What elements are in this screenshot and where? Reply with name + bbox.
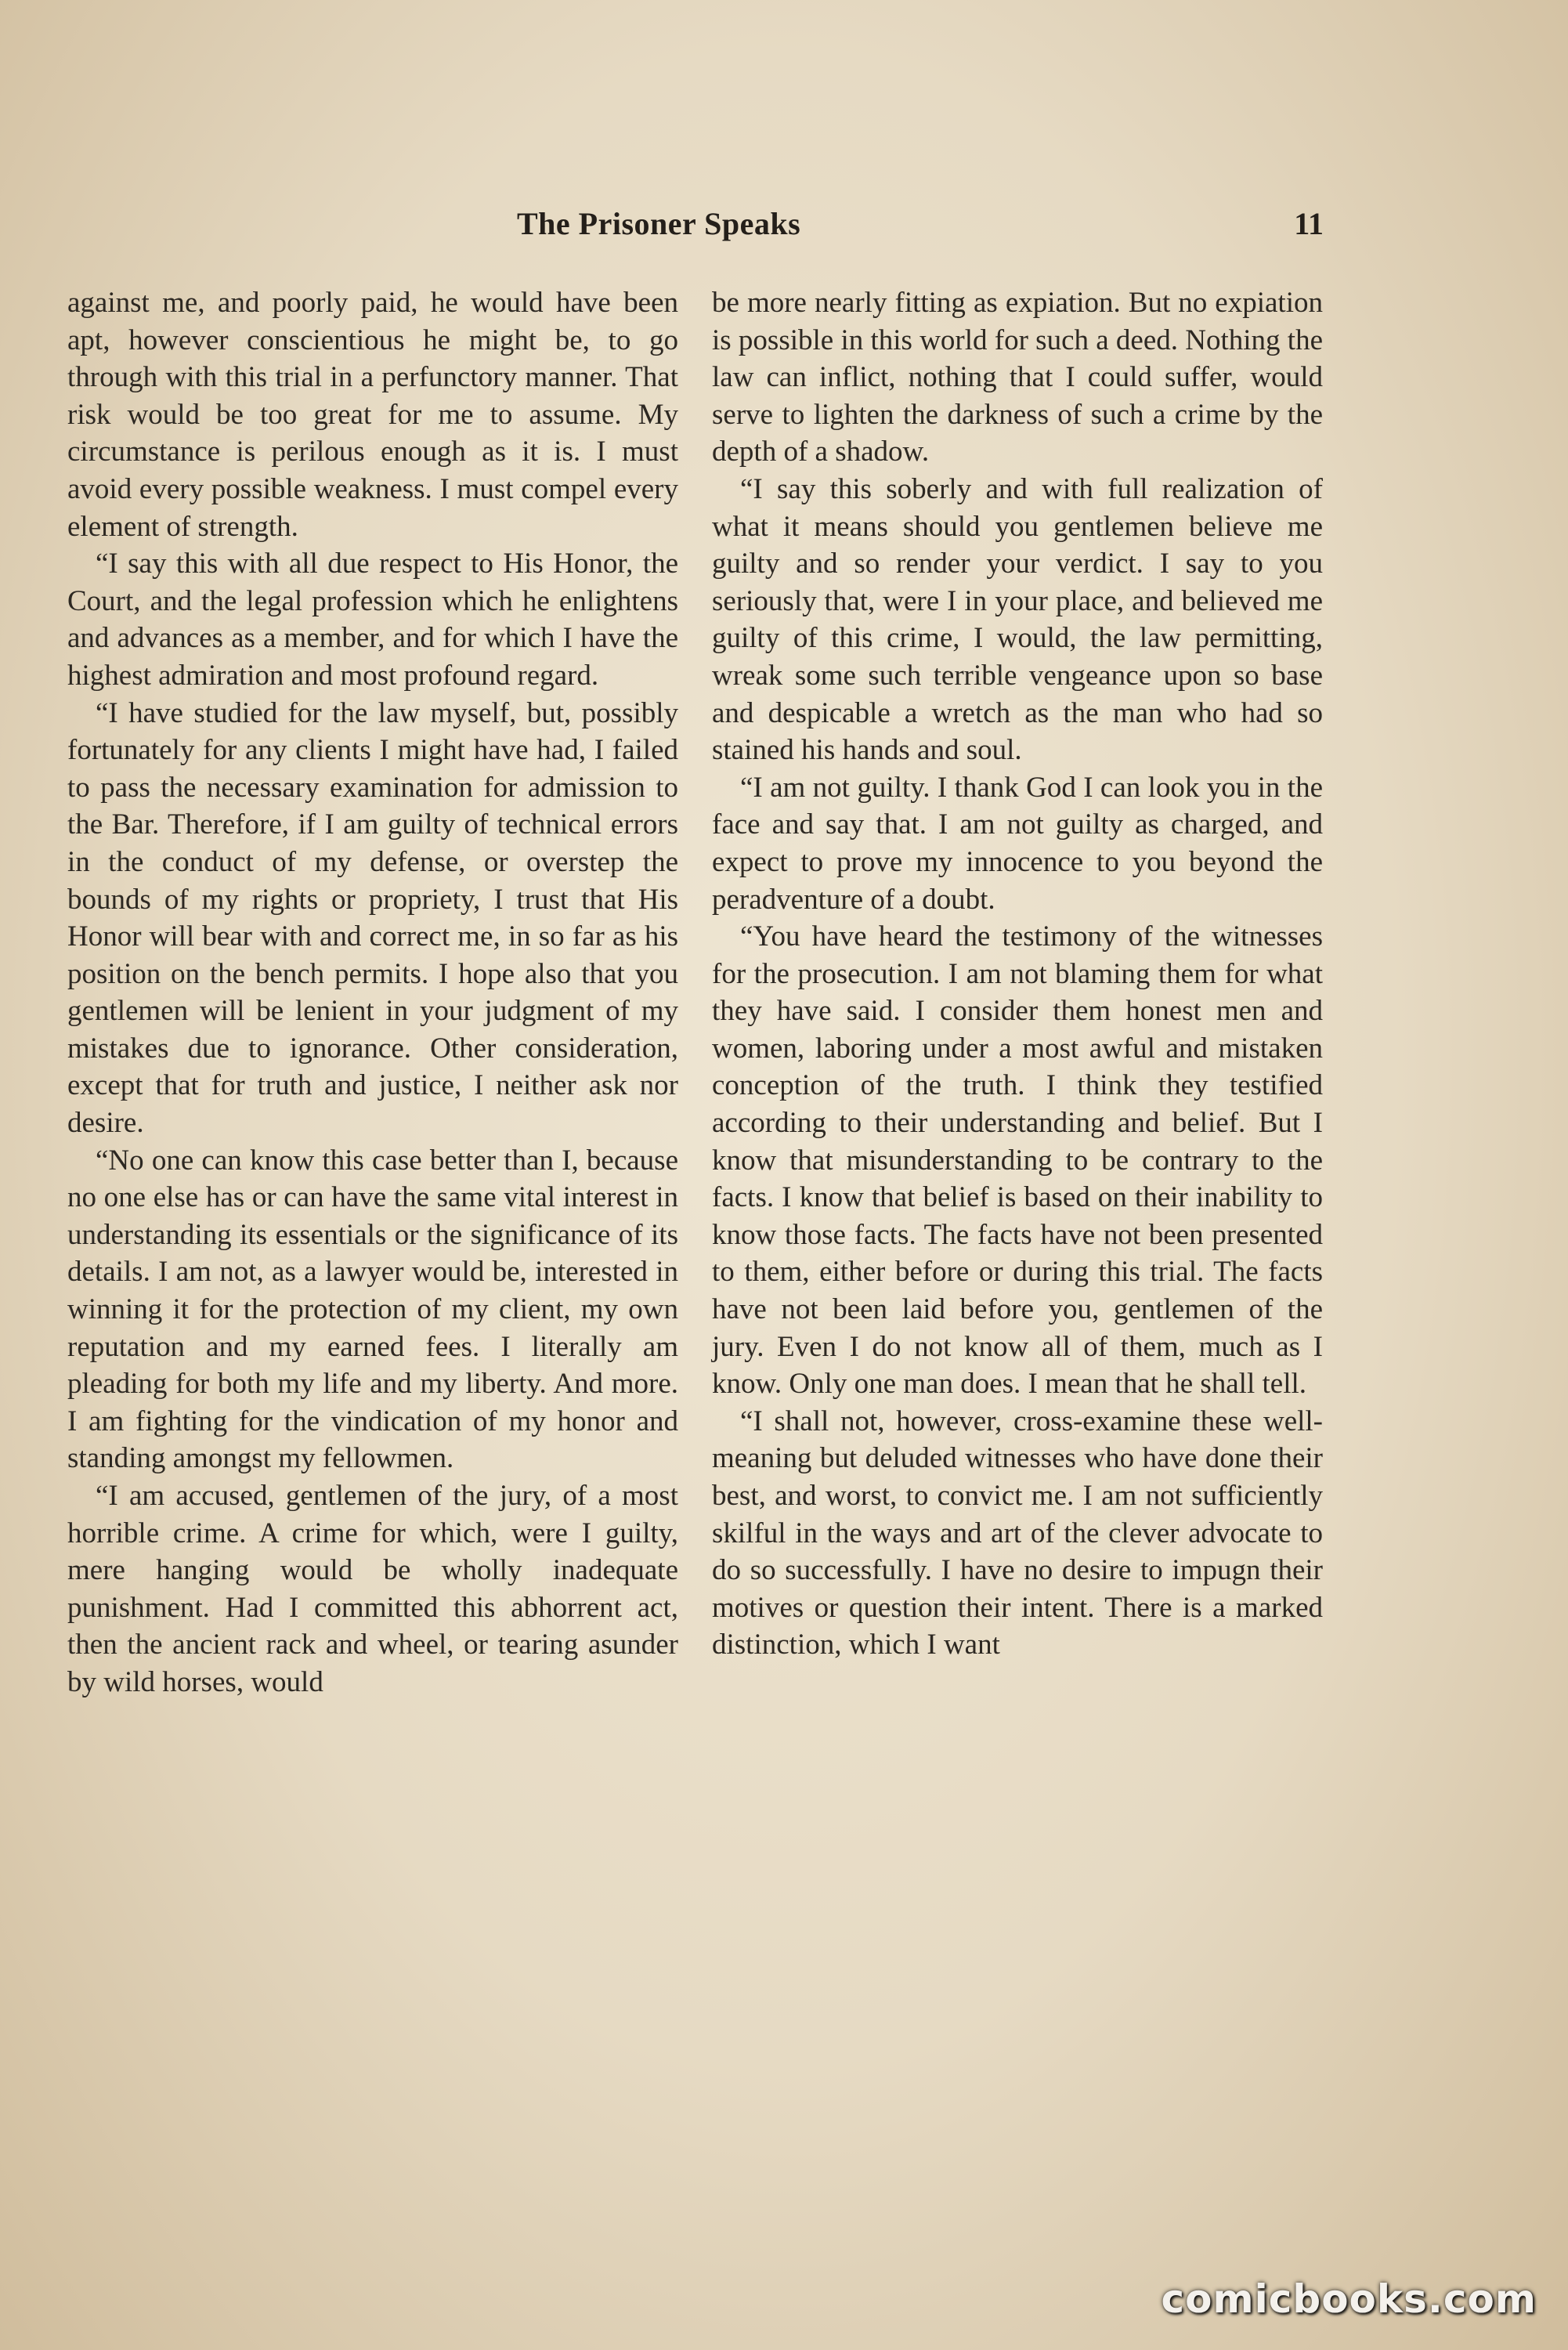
watermark: comicbooks.com (1161, 2276, 1537, 2322)
running-title: The Prisoner Speaks (517, 206, 801, 241)
paragraph: “I have studied for the law myself, but, possibly fortunately for any clients I might have had, I failed to pass the necessary examination for admission to the Bar. Therefore, if I am guilty of technical errors in the conduct of my defense, or overstep the bounds of my rights or propriety, I trust that His Honor will bear with and correct me, in so far as his position on the bench permits. I hope also that you gentlemen will be lenient in your judgment of my mistakes due to ignorance. Other consideration, except that for truth and justice, I neither ask nor desire. (67, 696, 678, 1140)
paragraph: against me, and poorly paid, he would have been apt, however conscientious he might be, to go through with this trial in a perfunctory manner. That risk would be too great for me to assume. My circumstance is perilous enough as it is. I must avoid every possible weakness. I must compel every element of strength. (67, 287, 678, 543)
page-number: 11 (1294, 206, 1324, 241)
paragraph: “You have heard the testimony of the witnesses for the prosecution. I am not blaming them for what they have said. I consider them honest men and women, laboring under a most awful and mistaken conception of the truth. I think they testified according to their understanding and belief. But I know that misunderstanding to be contrary to the facts. I know that belief is based on their inability to know those facts. The facts have not been presented to them, either before or during this trial. The facts have not been laid before you, gentlemen of the jury. Even I do not know all of them, much as I know. Only one man does. I mean that he shall tell. (712, 920, 1323, 1401)
paragraph: “No one can know this case better than I, because no one else has or can have the same vital interest in understanding its essentials or the significance of its details. I am not, as a lawyer would be, interested in winning it for the protection of my client, my own reputation and my earned fees. I literally am pleading for both my life and my liberty. And more. I am fighting for the vindication of my honor and standing amongst my fellowmen. (67, 1144, 678, 1475)
paragraph: “I say this with all due respect to His Honor, the Court, and the legal profession which he enlightens and advances as a member, and for which I have the highest admiration and most profound regard. (67, 548, 678, 692)
left-column (67, 284, 678, 1701)
paragraph: “I say this soberly and with full realization of what it means should you gentlemen believe me guilty and so render your verdict. I say to you seriously that, were I in your place, and believed me guilty of this crime, I would, the law permitting, wreak some such terrible vengeance upon so base and despicable a wretch as the man who had so stained his hands and soul. (712, 472, 1323, 767)
paragraph: “I am accused, gentlemen of the jury, of a most horrible crime. A crime for which, were I guilty, mere hanging would be wholly inadequate punishment. Had I committed this abhorrent act, then the ancient rack and wheel, or tearing asunder by wild horses, would (67, 1480, 678, 1698)
right-column (712, 284, 1323, 1664)
paragraph: “I am not guilty. I thank God I can look you in the face and say that. I am not guilty as charged, and expect to prove my innocence to you beyond the peradventure of a doubt. (712, 771, 1323, 916)
paragraph: be more nearly fitting as expiation. But no expiation is possible in this world for such a deed. Nothing the law can inflict, nothing that I could suffer, would serve to lighten the darkness of such a crime by the depth of a shadow. (712, 287, 1323, 468)
page-header (517, 205, 1324, 252)
paragraph: “I shall not, however, cross-examine these well-meaning but deluded witnesses who have done their best, and worst, to convict me. I am not sufficiently skilful in the ways and art of the clever advocate to do so successfully. I have no desire to impugn their motives or question their intent. There is a marked distinction, which I want (712, 1405, 1323, 1661)
